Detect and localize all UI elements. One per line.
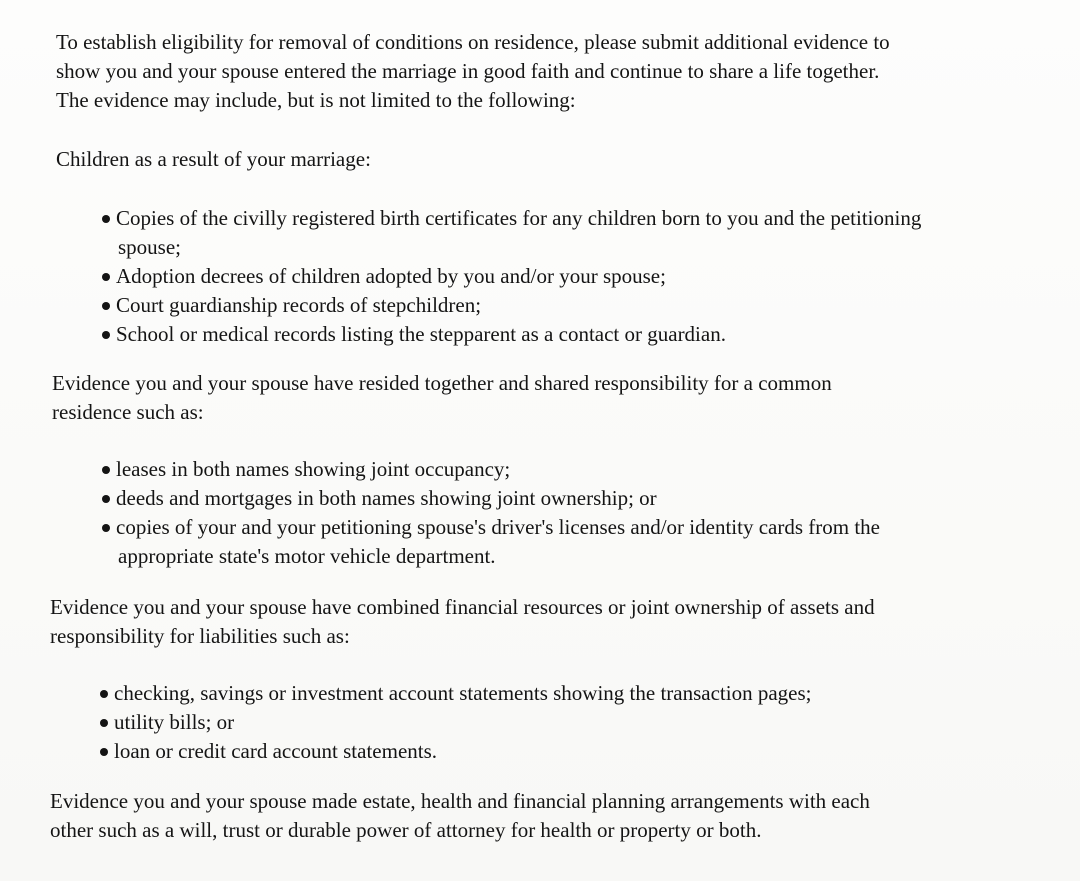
list-item [100, 679, 812, 708]
intro-paragraph [56, 28, 890, 115]
list-item-text-continued: spouse; [118, 235, 181, 259]
list-item [100, 708, 812, 737]
intro-line: To establish eligibility for removal of conditions on residence, please submit additional evidence to [56, 30, 890, 54]
bullet-icon [102, 262, 116, 291]
list-item-text: leases in both names showing joint occupancy; [116, 457, 511, 481]
bullet-icon [100, 737, 114, 766]
residence-evidence-list [102, 455, 880, 571]
bullet-icon [102, 204, 116, 233]
list-item-text: utility bills; or [114, 710, 235, 734]
list-item-text: loan or credit card account statements. [114, 739, 438, 763]
bullet-icon [102, 455, 116, 484]
section-heading-children [56, 145, 371, 174]
list-item [102, 320, 921, 349]
heading-line: other such as a will, trust or durable power of attorney for health or property or both. [50, 818, 762, 842]
bullet-icon [102, 484, 116, 513]
children-evidence-list [102, 204, 921, 349]
list-item [102, 484, 880, 513]
heading-line: Evidence you and your spouse have combined financial resources or joint ownership of assets and [50, 595, 875, 619]
list-item [102, 262, 921, 291]
list-item-text: checking, savings or investment account statements showing the transaction pages; [114, 681, 812, 705]
intro-line: The evidence may include, but is not limited to the following: [56, 88, 576, 112]
heading-line: Children as a result of your marriage: [56, 147, 371, 171]
bullet-icon [102, 291, 116, 320]
list-item-text-continued: appropriate state's motor vehicle department. [118, 544, 496, 568]
bullet-icon [100, 679, 114, 708]
list-item [102, 291, 921, 320]
list-item [102, 513, 880, 571]
section-heading-financial [50, 593, 875, 651]
list-item [102, 455, 880, 484]
financial-evidence-list [100, 679, 812, 766]
list-item [102, 204, 921, 262]
section-heading-residence [52, 369, 832, 427]
list-item-text: Copies of the civilly registered birth certificates for any children born to you and the petitioning [116, 206, 922, 230]
intro-line: show you and your spouse entered the marriage in good faith and continue to share a life together. [56, 59, 880, 83]
list-item-text: deeds and mortgages in both names showing joint ownership; or [116, 486, 657, 510]
list-item [100, 737, 812, 766]
list-item-text: School or medical records listing the stepparent as a contact or guardian. [116, 322, 726, 346]
heading-line: Evidence you and your spouse made estate, health and financial planning arrangements with each [50, 789, 870, 813]
list-item-text: Adoption decrees of children adopted by you and/or your spouse; [116, 264, 666, 288]
bullet-icon [102, 513, 116, 542]
heading-line: Evidence you and your spouse have resided together and shared responsibility for a common [52, 371, 832, 395]
bullet-icon [100, 708, 114, 737]
list-item-text: Court guardianship records of stepchildren; [116, 293, 482, 317]
heading-line: responsibility for liabilities such as: [50, 624, 350, 648]
list-item-text: copies of your and your petitioning spouse's driver's licenses and/or identity cards from the [116, 515, 880, 539]
bullet-icon [102, 320, 116, 349]
section-heading-estate-planning [50, 787, 870, 845]
heading-line: residence such as: [52, 400, 204, 424]
